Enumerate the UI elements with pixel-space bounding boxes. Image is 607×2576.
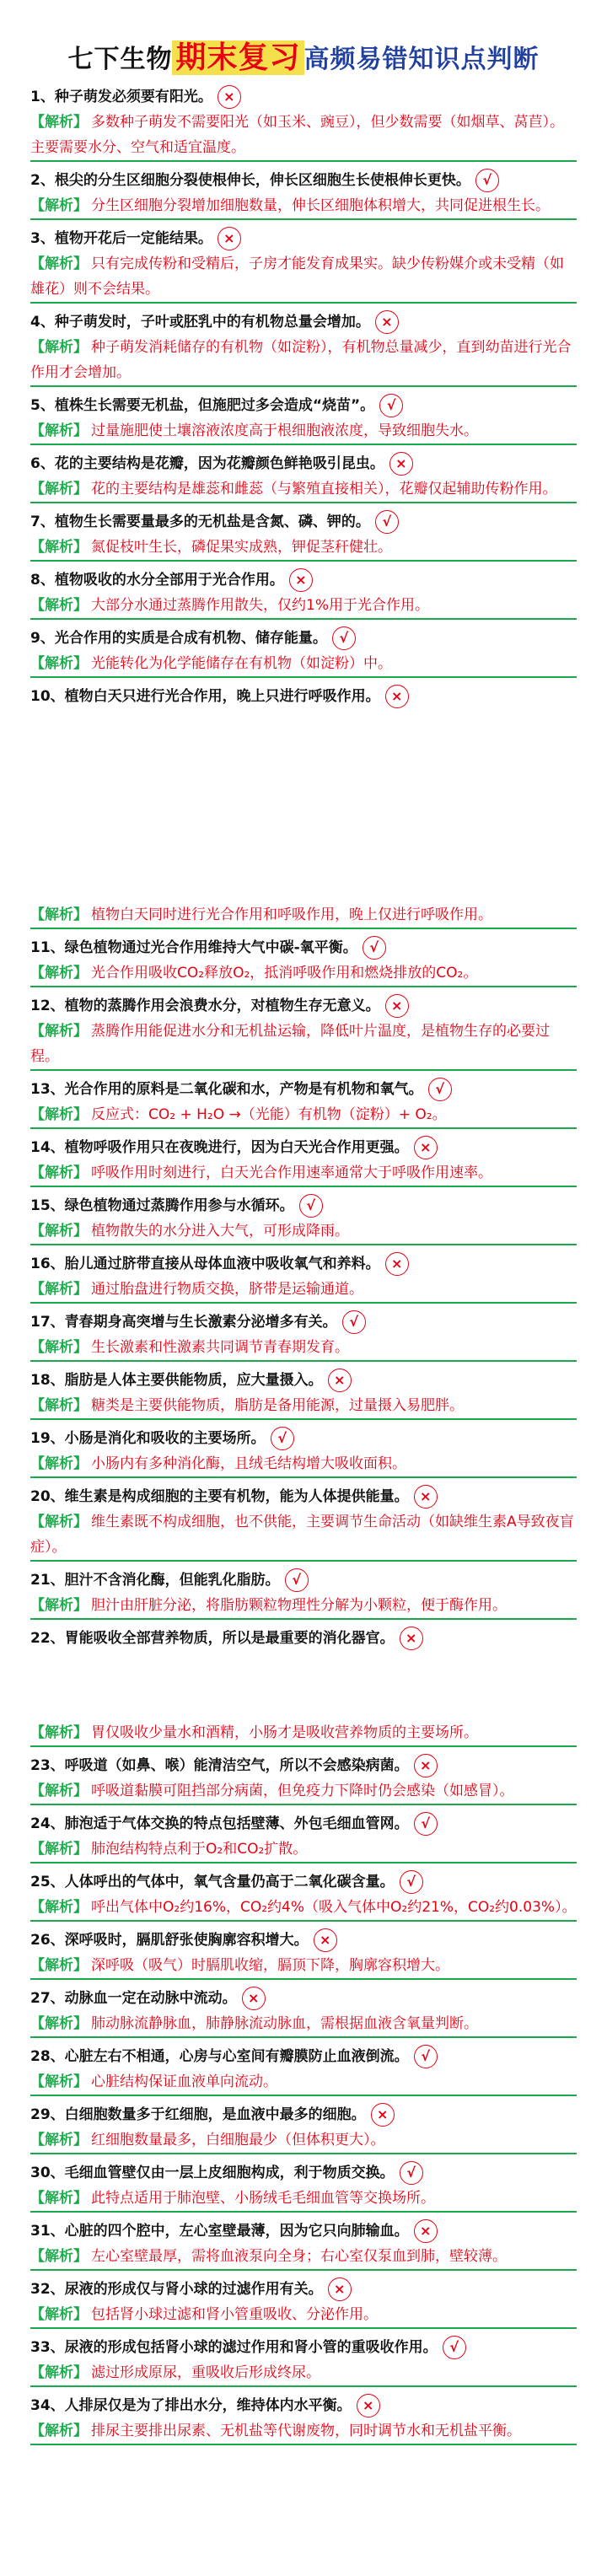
quiz-item [0,2335,607,2387]
explanation-tag: 【解析】 [30,481,88,497]
answer-mark: √ [375,510,399,534]
explanation-tag: 【解析】 [30,1223,88,1240]
explanation-text: 蒸腾作用能促进水分和无机盐运输，降低叶片温度，是植物生存的必要过程。 [30,1023,550,1065]
question-label: 19、小肠是消化和吸收的主要场所。 [30,1430,266,1447]
question-label: 3、植物开花后一定能结果。 [30,230,212,247]
question-text [30,1811,577,1837]
section-1 [0,84,607,715]
question-label: 2、根尖的分生区细胞分裂使根伸长，伸长区细胞生长使根伸长更快。 [30,172,470,189]
explanation-text: 胆汁由肝脏分泌，将脂肪颗粒物理性分解为小颗粒，便于酶作用。 [91,1597,507,1614]
question-text [30,993,577,1019]
explanation-text: 呼吸道黏膜可阻挡部分病菌，但免疫力下降时仍会感染（如感冒）。 [91,1783,514,1799]
question-text [30,2044,577,2069]
explanation [30,110,577,162]
quiz-item [0,451,607,503]
question-label: 11、绿色植物通过光合作用维持大气中碳-氧平衡。 [30,939,357,956]
question-text [30,1986,577,2011]
question-label: 17、青春期身高突增与生长激素分泌增多有关。 [30,1314,337,1331]
quiz-item [0,1310,607,1362]
explanation-tag: 【解析】 [30,2248,88,2265]
quiz-item [0,902,607,929]
question-text [30,509,577,535]
answer-mark: × [414,1754,438,1777]
explanation-tag: 【解析】 [30,1106,88,1123]
explanation-text: 糖类是主要供能物质，脂肪是备用能源，过量摄入易肥胖。 [91,1397,464,1414]
explanation-tag: 【解析】 [30,906,88,923]
answer-mark: × [400,1627,423,1650]
question-text [30,168,577,193]
quiz-item [0,2044,607,2096]
question-text [30,2160,577,2186]
question-text [30,1484,577,1509]
explanation [30,2011,577,2038]
explanation-tag: 【解析】 [30,114,88,131]
explanation [30,1451,577,1478]
question-text [30,1368,577,1393]
explanation-tag: 【解析】 [30,197,88,214]
question-label: 21、胆汁不含消化酶，但能乳化脂肪。 [30,1572,280,1589]
answer-mark: √ [332,627,356,650]
question-text [30,1869,577,1895]
question-text [30,2102,577,2127]
explanation [30,1393,577,1420]
explanation [30,193,577,220]
question-label: 31、心脏的四个腔中，左心室壁最薄，因为它只向肺输血。 [30,2223,409,2240]
question-text [30,2393,577,2418]
quiz-item [0,1484,607,1562]
question-label: 20、维生素是构成细胞的主要有机物，能为人体提供能量。 [30,1488,409,1505]
explanation-text: 植物散失的水分进入大气，可形成降雨。 [91,1223,349,1240]
explanation [30,1837,577,1863]
explanation-tag: 【解析】 [30,1164,88,1181]
explanation-tag: 【解析】 [30,1597,88,1614]
answer-mark: √ [414,2045,438,2068]
explanation-tag: 【解析】 [30,1455,88,1472]
explanation [30,1160,577,1187]
explanation [30,2127,577,2154]
question-text [30,1568,577,1593]
explanation-text: 排尿主要排出尿素、无机盐等代谢废物，同时调节水和无机盐平衡。 [91,2423,521,2439]
quiz-item [0,1928,607,1980]
question-label: 9、光合作用的实质是合成有机物、储存能量。 [30,630,327,647]
question-label: 30、毛细血管壁仅由一层上皮细胞构成，利于物质交换。 [30,2165,395,2181]
question-label: 26、深呼吸时，膈肌舒张使胸廓容积增大。 [30,1932,309,1949]
question-text [30,451,577,476]
answer-mark: √ [379,394,403,417]
question-text [30,2335,577,2360]
explanation-text: 大部分水通过蒸腾作用散失，仅约1%用于光合作用。 [91,597,429,614]
answer-mark: √ [363,936,386,960]
answer-mark: × [414,2219,438,2243]
explanation-text: 滤过形成原尿，重吸收后形成终尿。 [91,2364,320,2381]
question-label: 24、肺泡适于气体交换的特点包括壁薄、外包毛细血管网。 [30,1815,409,1832]
quiz-item [0,1077,607,1129]
explanation-tag: 【解析】 [30,2073,88,2090]
question-text [30,1426,577,1451]
explanation-tag: 【解析】 [30,597,88,614]
question-label: 14、植物呼吸作用只在夜晚进行，因为白天光合作用更强。 [30,1139,409,1156]
quiz-item [0,1568,607,1620]
quiz-item [0,168,607,220]
quiz-item [0,684,607,709]
question-text [30,226,577,251]
answer-mark: × [414,1136,438,1159]
section-3 [0,1720,607,2451]
quiz-item [0,1426,607,1478]
answer-mark: × [375,310,399,334]
explanation-text: 种子萌发消耗储存的有机物（如淀粉），有机物总量减少，直到幼苗进行光合作用才会增加。 [30,339,572,381]
explanation [30,1778,577,1805]
answer-mark: × [242,1987,266,2010]
explanation-text: 多数种子萌发不需要阳光（如玉米、豌豆），但少数需要（如烟草、莴苣）。主要需要水分、空气和适宜温度。 [30,114,564,156]
quiz-item [0,993,607,1071]
answer-mark: × [385,1252,409,1276]
answer-mark: √ [285,1568,309,1592]
question-text [30,2277,577,2302]
quiz-item [0,2160,607,2213]
quiz-item [0,1368,607,1420]
explanation-text: 包括肾小球过滤和肾小管重吸收、分泌作用。 [91,2306,378,2323]
explanation-text: 光合作用吸收CO₂释放O₂，抵消呼吸作用和燃烧排放的CO₂。 [91,965,478,981]
explanation [30,651,577,678]
explanation-text: 通过胎盘进行物质交换，脐带是运输通道。 [91,1281,363,1298]
explanation-tag: 【解析】 [30,1899,88,1916]
explanation-tag: 【解析】 [30,1281,88,1298]
explanation [30,1509,577,1562]
explanation [30,1218,577,1245]
explanation-text: 光能转化为化学能储存在有机物（如淀粉）中。 [91,655,392,672]
explanation [30,1335,577,1362]
answer-mark: × [289,568,313,592]
explanation-text: 维生素既不构成细胞，也不供能，主要调节生命活动（如缺维生素A导致夜盲症）。 [30,1514,574,1556]
explanation [30,535,577,562]
question-text [30,1193,577,1218]
quiz-item [0,509,607,562]
explanation-tag: 【解析】 [30,2132,88,2148]
explanation-tag: 【解析】 [30,1397,88,1414]
explanation-tag: 【解析】 [30,255,88,272]
explanation [30,476,577,503]
question-label: 32、尿液的形成仅与肾小球的过滤作用有关。 [30,2281,323,2298]
explanation-tag: 【解析】 [30,965,88,981]
page-title [0,34,607,77]
answer-mark: √ [400,1870,423,1894]
quiz-item [0,84,607,162]
explanation [30,2360,577,2387]
explanation [30,902,577,929]
quiz-item [0,1626,607,1651]
explanation-tag: 【解析】 [30,1023,88,1040]
explanation-text: 深呼吸（吸气）时膈肌收缩，膈顶下降，胸廓容积增大。 [91,1957,449,1974]
question-text [30,84,577,110]
question-text [30,2218,577,2244]
answer-mark: × [357,2394,380,2417]
explanation-tag: 【解析】 [30,2190,88,2207]
explanation-tag: 【解析】 [30,2306,88,2323]
explanation-text: 反应式：CO₂ + H₂O →（光能）有机物（淀粉）+ O₂。 [91,1106,447,1123]
explanation-text: 花的主要结构是雄蕊和雌蕊（与繁殖直接相关），花瓣仅起辅助传粉作用。 [91,481,557,497]
explanation-tag: 【解析】 [30,539,88,556]
explanation-text: 植物白天同时进行光合作用和呼吸作用，晚上仅进行呼吸作用。 [91,906,492,923]
answer-mark: × [328,2278,352,2301]
quiz-item [0,2277,607,2329]
question-text [30,1310,577,1335]
explanation-text: 胃仅吸收少量水和酒精，小肠才是吸收营养物质的主要场所。 [91,1724,478,1741]
quiz-item [0,1869,607,1922]
question-label: 29、白细胞数量多于红细胞，是血液中最多的细胞。 [30,2106,366,2123]
quiz-item [0,1251,607,1304]
explanation [30,335,577,387]
question-text [30,1753,577,1778]
question-label: 12、植物的蒸腾作用会浪费水分，对植物生存无意义。 [30,998,380,1014]
question-text [30,1928,577,1953]
answer-mark: √ [475,169,499,192]
quiz-item [0,1753,607,1805]
explanation-tag: 【解析】 [30,1841,88,1858]
explanation [30,1019,577,1071]
quiz-item [0,2102,607,2154]
explanation [30,1720,577,1747]
question-label: 18、脂肪是人体主要供能物质，应大量摄入。 [30,1372,323,1389]
explanation [30,2244,577,2271]
explanation [30,1593,577,1620]
quiz-item [0,393,607,445]
explanation [30,1102,577,1129]
answer-mark: × [389,452,413,476]
explanation-tag: 【解析】 [30,655,88,672]
explanation-text: 此特点适用于肺泡壁、小肠绒毛毛细血管等交换场所。 [91,2190,435,2207]
explanation-text: 肺动脉流静脉血，肺静脉流动脉血，需根据血液含氧量判断。 [91,2015,478,2032]
answer-mark: × [371,2103,395,2127]
question-label: 27、动脉血一定在动脉中流动。 [30,1990,237,2007]
question-label: 25、人体呼出的气体中，氧气含量仍高于二氧化碳含量。 [30,1874,395,1890]
answer-mark: × [314,1928,337,1952]
question-label: 4、种子萌发时，子叶或胚乳中的有机物总量会增加。 [30,314,370,331]
title-highlight: 期末复习 [172,40,304,75]
explanation-tag: 【解析】 [30,1514,88,1530]
explanation-tag: 【解析】 [30,339,88,356]
quiz-item [0,1135,607,1187]
answer-mark: √ [299,1194,323,1218]
explanation [30,960,577,987]
explanation-text: 红细胞数量最多，白细胞最少（但体积更大）。 [91,2132,385,2148]
answer-mark: √ [414,1812,438,1836]
explanation [30,1953,577,1980]
question-label: 15、绿色植物通过蒸腾作用参与水循环。 [30,1197,294,1214]
question-label: 28、心脏左右不相通，心房与心室间有瓣膜防止血液倒流。 [30,2048,409,2065]
question-label: 16、胎儿通过脐带直接从母体血液中吸收氧气和养料。 [30,1256,380,1272]
explanation-tag: 【解析】 [30,422,88,439]
explanation-tag: 【解析】 [30,1783,88,1799]
question-text [30,626,577,651]
answer-mark: √ [400,2161,423,2185]
quiz-item [0,226,607,304]
question-text [30,567,577,593]
explanation [30,251,577,304]
explanation-text: 呼吸作用时刻进行，白天光合作用速率通常大于呼吸作用速率。 [91,1164,492,1181]
question-text [30,684,577,709]
question-label: 6、花的主要结构是花瓣，因为花瓣颜色鲜艳吸引昆虫。 [30,455,384,472]
answer-mark: √ [428,1078,452,1101]
explanation-tag: 【解析】 [30,1339,88,1356]
explanation-text: 分生区细胞分裂增加细胞数量，伸长区细胞体积增大，共同促进根生长。 [91,197,550,214]
quiz-item [0,1986,607,2038]
quiz-item [0,2218,607,2271]
section-2 [0,902,607,1657]
answer-mark: √ [342,1310,366,1334]
quiz-item [0,1811,607,1863]
question-text [30,1626,577,1651]
explanation-tag: 【解析】 [30,2423,88,2439]
explanation-text: 生长激素和性激素共同调节青春期发育。 [91,1339,349,1356]
question-text [30,393,577,418]
explanation [30,1895,577,1922]
title-prefix: 七下生物 [67,45,173,74]
question-label: 34、人排尿仅是为了排出水分，维持体内水平衡。 [30,2397,352,2414]
explanation [30,593,577,620]
quiz-item [0,309,607,387]
title-suffix: 高频易错知识点判断 [304,45,540,74]
explanation [30,2069,577,2096]
question-label: 22、胃能吸收全部营养物质，所以是最重要的消化器官。 [30,1630,395,1647]
question-text [30,1135,577,1160]
quiz-item [0,567,607,620]
quiz-item [0,1720,607,1747]
explanation [30,2186,577,2213]
quiz-item [0,1193,607,1245]
quiz-item [0,935,607,987]
answer-mark: × [414,1485,438,1508]
explanation [30,418,577,445]
answer-mark: × [218,227,241,250]
answer-mark: × [328,1369,352,1392]
explanation-tag: 【解析】 [30,2364,88,2381]
explanation [30,1277,577,1304]
question-label: 1、种子萌发必须要有阳光。 [30,89,212,105]
explanation-text: 呼出气体中O₂约16%，CO₂约4%（吸入气体中O₂约21%，CO₂约0.03%）。 [91,1899,577,1916]
quiz-item [0,626,607,678]
question-label: 8、植物吸收的水分全部用于光合作用。 [30,572,284,589]
question-label: 23、呼吸道（如鼻、喉）能清洁空气，所以不会感染病菌。 [30,1757,409,1774]
answer-mark: × [385,994,409,1018]
question-text [30,309,577,335]
explanation-text: 左心室壁最厚，需将血液泵向全身；右心室仅泵血到肺，壁较薄。 [91,2248,507,2265]
question-text [30,1251,577,1277]
explanation-text: 过量施肥使土壤溶液浓度高于根细胞液浓度，导致细胞失水。 [91,422,478,439]
question-text [30,935,577,960]
explanation [30,2418,577,2445]
question-label: 10、植物白天只进行光合作用，晚上只进行呼吸作用。 [30,688,380,705]
explanation-text: 心脏结构保证血液单向流动。 [91,2073,277,2090]
explanation [30,2302,577,2329]
explanation-text: 氮促枝叶生长，磷促果实成熟，钾促茎秆健壮。 [91,539,392,556]
question-label: 5、植株生长需要无机盐，但施肥过多会造成“烧苗”。 [30,397,375,414]
answer-mark: √ [443,2336,466,2359]
answer-mark: × [218,85,241,109]
explanation-text: 小肠内有多种消化酶，且绒毛结构增大吸收面积。 [91,1455,406,1472]
answer-mark: √ [271,1427,294,1450]
explanation-tag: 【解析】 [30,1957,88,1974]
explanation-text: 只有完成传粉和受精后，子房才能发育成果实。缺少传粉媒介或未受精（如雄花）则不会结果。 [30,255,564,298]
explanation-tag: 【解析】 [30,2015,88,2032]
question-text [30,1077,577,1102]
quiz-item [0,2393,607,2445]
explanation-text: 肺泡结构特点利于O₂和CO₂扩散。 [91,1841,308,1858]
question-label: 13、光合作用的原料是二氧化碳和水，产物是有机物和氧气。 [30,1081,423,1098]
question-label: 33、尿液的形成包括肾小球的滤过作用和肾小管的重吸收作用。 [30,2339,438,2356]
question-label: 7、植物生长需要量最多的无机盐是含氮、磷、钾的。 [30,514,370,530]
explanation-tag: 【解析】 [30,1724,88,1741]
answer-mark: × [385,685,409,708]
